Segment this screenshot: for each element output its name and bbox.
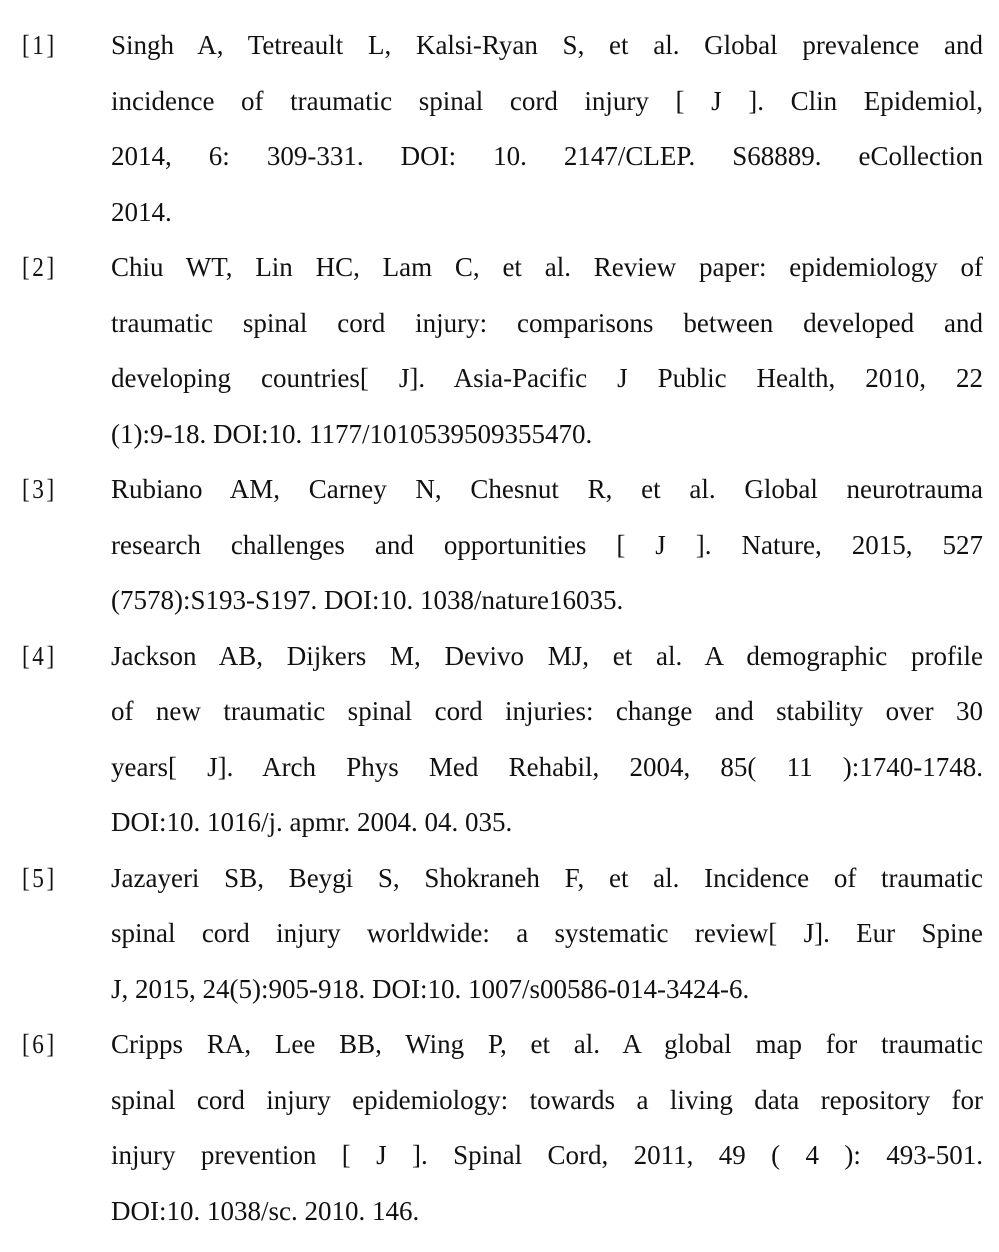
reference-number: [4] bbox=[22, 640, 57, 671]
reference-line: Chiu WT, Lin HC, Lam C, et al. Review paper: epidemiology of bbox=[111, 252, 983, 282]
reference-line: Jackson AB, Dijkers M, Devivo MJ, et al. A demographic profile bbox=[111, 640, 983, 671]
reference-line: (7578):S193-S197. DOI:10. 1038/nature16035. bbox=[111, 585, 624, 615]
reference-item bbox=[0, 18, 999, 240]
reference-text bbox=[111, 240, 983, 462]
reference-number: [2] bbox=[22, 252, 57, 282]
reference-line: injury prevention [ J ]. Spinal Cord, 2011, 49 ( 4 ): 493-501. bbox=[111, 1140, 983, 1170]
reference-line: Singh A, Tetreault L, Kalsi-Ryan S, et al. Global prevalence and bbox=[111, 30, 983, 60]
reference-number: [5] bbox=[22, 862, 57, 893]
reference-line: DOI:10. 1016/j. apmr. 2004. 04. 035. bbox=[111, 807, 513, 837]
reference-item bbox=[0, 851, 999, 1018]
reference-line: spinal cord injury worldwide: a systematic review[ J]. Eur Spine bbox=[111, 918, 983, 948]
reference-line: of new traumatic spinal cord injuries: change and stability over 30 bbox=[111, 696, 983, 726]
reference-line: spinal cord injury epidemiology: towards a living data repository for bbox=[111, 1084, 983, 1115]
reference-text bbox=[111, 462, 983, 629]
reference-item bbox=[0, 240, 999, 462]
reference-item bbox=[0, 629, 999, 851]
reference-line: incidence of traumatic spinal cord injury [ J ]. Clin Epidemiol, bbox=[111, 85, 983, 116]
reference-item bbox=[0, 462, 999, 629]
reference-line: (1):9-18. DOI:10. 1177/1010539509355470. bbox=[111, 418, 593, 449]
reference-text bbox=[111, 851, 983, 1018]
reference-number: [6] bbox=[22, 1029, 57, 1059]
reference-list bbox=[0, 18, 999, 1239]
reference-item bbox=[0, 1017, 999, 1239]
reference-line: research challenges and opportunities [ J ]. Nature, 2015, 527 bbox=[111, 529, 983, 560]
reference-text bbox=[111, 629, 983, 851]
reference-line: 2014. bbox=[111, 196, 172, 227]
reference-line: traumatic spinal cord injury: comparisons between developed and bbox=[111, 307, 983, 338]
reference-number: [1] bbox=[22, 30, 57, 60]
reference-text bbox=[111, 18, 983, 240]
reference-line: J, 2015, 24(5):905-918. DOI:10. 1007/s00586-014-3424-6. bbox=[111, 973, 750, 1004]
reference-line: 2014, 6: 309-331. DOI: 10. 2147/CLEP. S68889. eCollection bbox=[111, 141, 983, 171]
reference-line: Jazayeri SB, Beygi S, Shokraneh F, et al. Incidence of traumatic bbox=[111, 862, 983, 893]
reference-text bbox=[111, 1017, 983, 1239]
reference-line: years[ J]. Arch Phys Med Rehabil, 2004, 85( 11 ):1740-1748. bbox=[111, 751, 983, 782]
reference-line: Rubiano AM, Carney N, Chesnut R, et al. Global neurotrauma bbox=[111, 474, 983, 504]
reference-number: [3] bbox=[22, 474, 57, 504]
reference-line: Cripps RA, Lee BB, Wing P, et al. A global map for traumatic bbox=[111, 1029, 983, 1059]
reference-line: developing countries[ J]. Asia-Pacific J Public Health, 2010, 22 bbox=[111, 363, 983, 393]
reference-line: DOI:10. 1038/sc. 2010. 146. bbox=[111, 1195, 420, 1226]
